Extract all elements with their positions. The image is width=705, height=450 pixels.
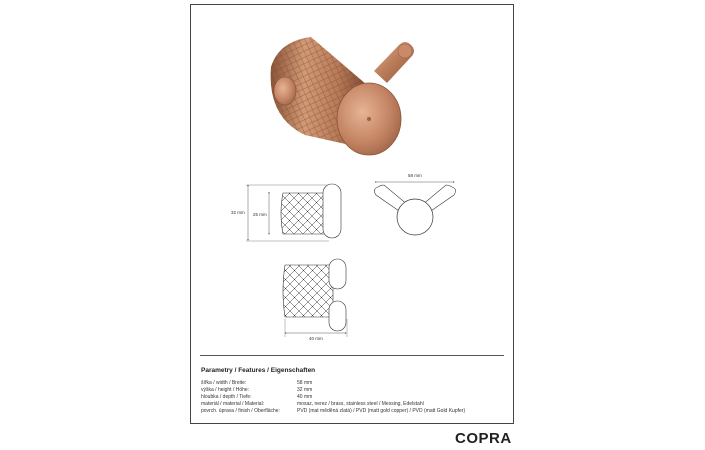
spec-value: 58 mm: [297, 380, 313, 386]
spec-label: výška / height / Höhe:: [201, 387, 250, 393]
spec-row-material: [201, 401, 501, 408]
spec-row-finish: [201, 408, 501, 415]
spec-label: povrch. úprava / finish / Oberfläche:: [201, 408, 280, 414]
spec-sheet: [190, 4, 514, 424]
dim-depth: 40 mm: [309, 336, 323, 341]
product-image: [249, 27, 419, 167]
dim-height-inner: 25 mm: [253, 212, 267, 217]
section-divider: [200, 355, 504, 356]
top-view-drawing: [366, 173, 466, 245]
side-view-drawing: [231, 180, 361, 248]
spec-value: 32 mm: [297, 387, 313, 393]
section-title: Parametry / Features / Eigenschaften: [201, 367, 316, 374]
spec-label: hloubka / depth / Tiefe:: [201, 394, 252, 400]
spec-value: 40 mm: [297, 394, 313, 400]
brand-name: COPRA: [455, 430, 512, 447]
spec-row-height: [201, 387, 501, 394]
spec-table: [201, 380, 501, 415]
spec-row-depth: [201, 394, 501, 401]
front-view-drawing: [281, 257, 361, 343]
dim-width-top: 58 mm: [408, 173, 422, 178]
spec-label: šířka / width / Breite:: [201, 380, 247, 386]
spec-value: mosaz, nerez / brass, stainless steel / Messing, Edelstahl: [297, 401, 424, 407]
spec-row-width: [201, 380, 501, 387]
spec-value: PVD (mat měděná zlatá) / PVD (matt gold copper) / PVD (matt Gold Kupfer): [297, 408, 466, 414]
dim-height-outer: 32 mm: [231, 210, 245, 215]
spec-label: materiál / material / Material:: [201, 401, 265, 407]
